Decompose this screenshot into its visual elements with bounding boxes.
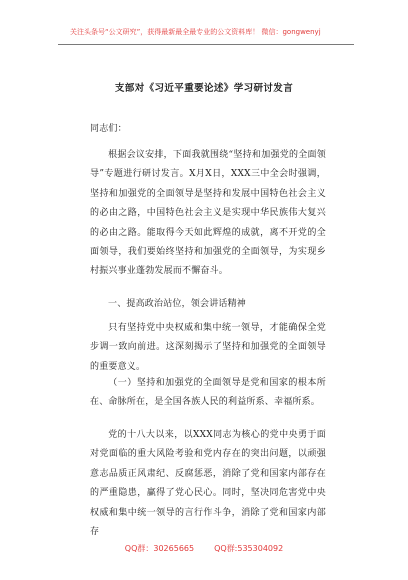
header-banner: 关注头条号“公文研究”，获得最新最全最专业的公文资料库！ 微信：gongwenyj (70, 28, 321, 36)
footer-qq-group-2: QQ群:535304092 (214, 544, 284, 553)
paragraph-intro: 根据会议安排，下面我就围绕“坚持和加强党的全面领导”专题进行研讨发言。X月X日，XXX三中全会时强调，坚持和加强党的全面领导是坚持和发展中国特色社会主义的必由之路，中国特色社会主义是实现中华民族伟大复兴的必由之路。能取得今天如此辉煌的成就，离不开党的全面领导，我们要始终坚持和加强党的全面领导，为实现乡村振兴事业蓬勃发展而不懈奋斗。 (90, 150, 326, 277)
footer-qq-group-1: QQ群：30265665 (124, 544, 195, 553)
header-divider (58, 44, 354, 45)
document-title: 支部对《习近平重要论述》学习研讨发言 (114, 83, 294, 94)
footer-contacts (0, 543, 408, 554)
salutation: 同志们： (90, 124, 127, 134)
paragraph-4: 党的十八大以来，以XXX同志为核心的党中央勇于面对党面临的重大风险考验和党内存在的突出问题，以顽强意志品质正风肃纪、反腐惩恶，消除了党和国家内部存在的严重隐患，赢得了党心民心。同时，坚决同危害党中央权威和集中统一领导的言行作斗争，消除了党和国家内部存 (90, 430, 326, 538)
subsection-heading-1: （一）坚持和加强党的全面领导是党和国家的根本所在、命脉所在，是全国各族人民的利益所系、幸福所系。 (90, 378, 326, 408)
section-heading-1: 一、提高政治站位，领会讲话精神 (108, 299, 247, 309)
paragraph-2: 只有坚持党中央权威和集中统一领导，才能确保全党步调一致向前进。这深刻揭示了坚持和加强党的全面领导的重要意义。 (90, 323, 326, 372)
